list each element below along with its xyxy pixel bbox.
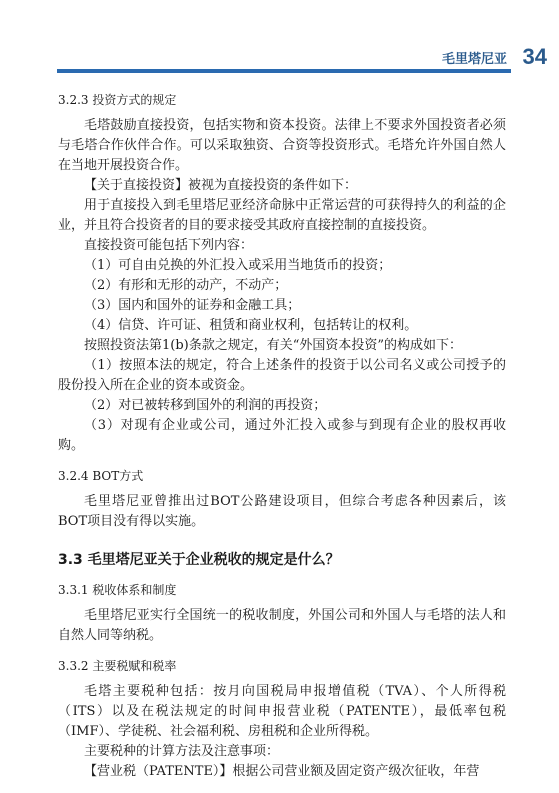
paragraph: 毛塔主要税种包括：按月向国税局申报增值税（TVA）、个人所得税（ITS）以及在税法规定的时间申报营业税（PATENTE），最低率包税（IMF）、学徒税、社会福利税、房租税和企业所得税。 xyxy=(58,684,506,739)
page-body xyxy=(58,80,506,782)
running-title: 毛里塔尼亚 xyxy=(441,52,507,67)
paragraph: 按照投资法第1(b)条款之规定，有关“外国资本投资”的构成如下： xyxy=(84,338,463,353)
section-heading-3-3-1: 3.3.1 税收体系和制度 xyxy=(58,583,177,597)
list-item: （1）按照本法的规定，符合上述条件的投资于以公司名义或公司授予的股份投入所在企业的资本或资金。 xyxy=(58,358,506,393)
list-item: （3）对现有企业或公司，通过外汇投入或参与到现有企业的股权再收购。 xyxy=(58,418,506,453)
paragraph: 【关于直接投资】被视为直接投资的条件如下： xyxy=(84,178,358,193)
list-item: （2）有形和无形的动产，不动产； xyxy=(84,278,288,293)
paragraph: 【营业税（PATENTE）】根据公司营业额及固定资产级次征收，年营 xyxy=(84,764,480,779)
section-heading-3-3: 3.3 毛里塔尼亚关于企业税收的规定是什么？ xyxy=(58,552,340,568)
paragraph: 主要税种的计算方法及注意事项： xyxy=(84,744,280,759)
page-number: 34 xyxy=(522,44,547,69)
paragraph: 毛塔鼓励直接投资，包括实物和资本投资。法律上不要求外国投资者必须与毛塔合作伙伴合作。可以采取独资、合资等投资形式。毛塔允许外国自然人在当地开展投资合作。 xyxy=(58,118,506,173)
paragraph: 毛里塔尼亚实行全国统一的税收制度，外国公司和外国人与毛塔的法人和自然人同等纳税。 xyxy=(58,608,506,643)
list-item: （2）对已被转移到国外的利润的再投资； xyxy=(84,398,327,413)
paragraph: 用于直接投入到毛里塔尼亚经济命脉中正常运营的可获得持久的利益的企业，并且符合投资者的目的要求接受其政府直接控制的直接投资。 xyxy=(58,198,506,233)
header-rule xyxy=(57,69,511,73)
page-header xyxy=(0,0,559,80)
list-item: （3）国内和国外的证券和金融工具； xyxy=(84,298,301,313)
paragraph: 直接投资可能包括下列内容： xyxy=(84,238,254,253)
section-heading-3-2-3: 3.2.3 投资方式的规定 xyxy=(58,93,177,107)
section-heading-3-3-2: 3.3.2 主要税赋和税率 xyxy=(58,659,177,673)
section-heading-3-2-4: 3.2.4 BOT方式 xyxy=(58,469,144,483)
list-item: （1）可自由兑换的外汇投入或采用当地货币的投资； xyxy=(84,258,392,273)
list-item: （4）信贷、许可证、租赁和商业权利，包括转让的权利。 xyxy=(84,318,418,333)
paragraph: 毛里塔尼亚曾推出过BOT公路建设项目，但综合考虑各种因素后，该BOT项目没有得以实施。 xyxy=(58,494,506,529)
